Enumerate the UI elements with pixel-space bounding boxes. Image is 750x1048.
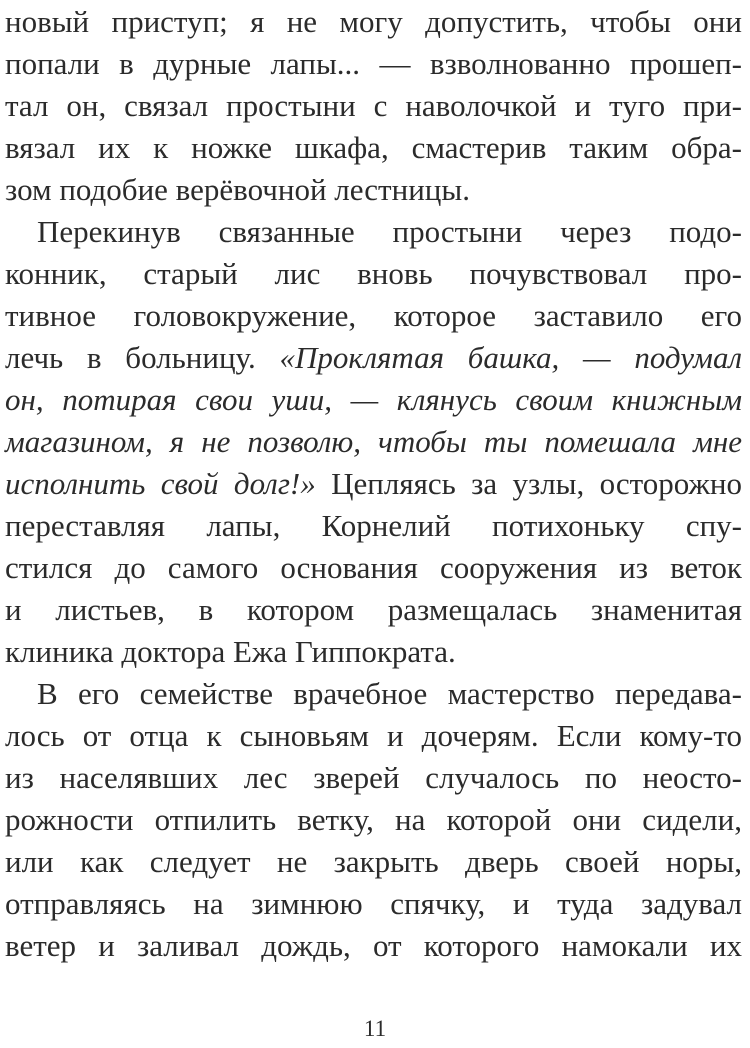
text-segment: из населявших лес зверей случалось по неосто-: [5, 760, 742, 795]
text-line: [5, 43, 742, 85]
text-segment: В его семействе врачебное мастерство передава-: [37, 676, 742, 711]
text-line: [5, 337, 742, 379]
text-segment: ветер и заливал дождь, от которого намокали их: [5, 928, 742, 963]
text-segment: клиника доктора Ежа Гиппократа.: [5, 634, 456, 669]
text-segment: попали в дурные лапы... — взволнованно прошеп-: [5, 46, 742, 81]
text-line: [5, 421, 742, 463]
italic-text-segment: исполнить свой долг!»: [5, 466, 316, 501]
text-line: [5, 757, 742, 799]
text-line: [5, 715, 742, 757]
italic-text-segment: магазином, я не позволю, чтобы ты помешала мне: [5, 424, 742, 459]
page-number: 11: [363, 1016, 387, 1041]
text-line: [5, 505, 742, 547]
text-line: [5, 631, 742, 673]
italic-text-segment: он, потирая свои уши, — клянусь своим книжным: [5, 382, 742, 417]
text-line: [5, 925, 742, 967]
text-line: [5, 799, 742, 841]
text-line: [5, 85, 742, 127]
text-line: [5, 841, 742, 883]
text-line: [5, 463, 742, 505]
text-segment: тал он, связал простыни с наволочкой и туго при-: [5, 88, 742, 123]
text-segment: вязал их к ножке шкафа, смастерив таким обра-: [5, 130, 742, 165]
text-line: [5, 883, 742, 925]
text-segment: переставляя лапы, Корнелий потихоньку спу-: [5, 508, 742, 543]
text-line: [5, 673, 742, 715]
text-segment: Цепляясь за узлы, осторожно: [315, 466, 743, 501]
text-line: [5, 295, 742, 337]
text-segment: рожности отпилить ветку, на которой они сидели,: [5, 802, 742, 837]
text-segment: или как следует не закрыть дверь своей норы,: [5, 844, 742, 879]
italic-text-segment: «Проклятая башка, — подумал: [279, 340, 742, 375]
text-segment: конник, старый лис вновь почувствовал про-: [5, 256, 742, 291]
text-segment: стился до самого основания сооружения из веток: [5, 550, 742, 585]
text-segment: лечь в больницу.: [5, 340, 280, 375]
text-line: [5, 379, 742, 421]
text-line: [5, 547, 742, 589]
body-text: [5, 1, 742, 967]
text-segment: лось от отца к сыновьям и дочерям. Если кому-то: [5, 718, 742, 753]
text-segment: новый приступ; я не могу допустить, чтобы они: [5, 4, 742, 39]
text-segment: зом подобие верёвочной лестницы.: [5, 172, 470, 207]
text-line: [5, 211, 742, 253]
text-line: [5, 1, 742, 43]
text-line: [5, 127, 742, 169]
text-line: [5, 169, 742, 211]
text-line: [5, 253, 742, 295]
text-segment: Перекинув связанные простыни через подо-: [37, 214, 742, 249]
text-line: [5, 589, 742, 631]
text-segment: отправляясь на зимнюю спячку, и туда задувал: [5, 886, 742, 921]
text-segment: тивное головокружение, которое заставило его: [5, 298, 742, 333]
text-segment: и листьев, в котором размещалась знаменитая: [5, 592, 742, 627]
